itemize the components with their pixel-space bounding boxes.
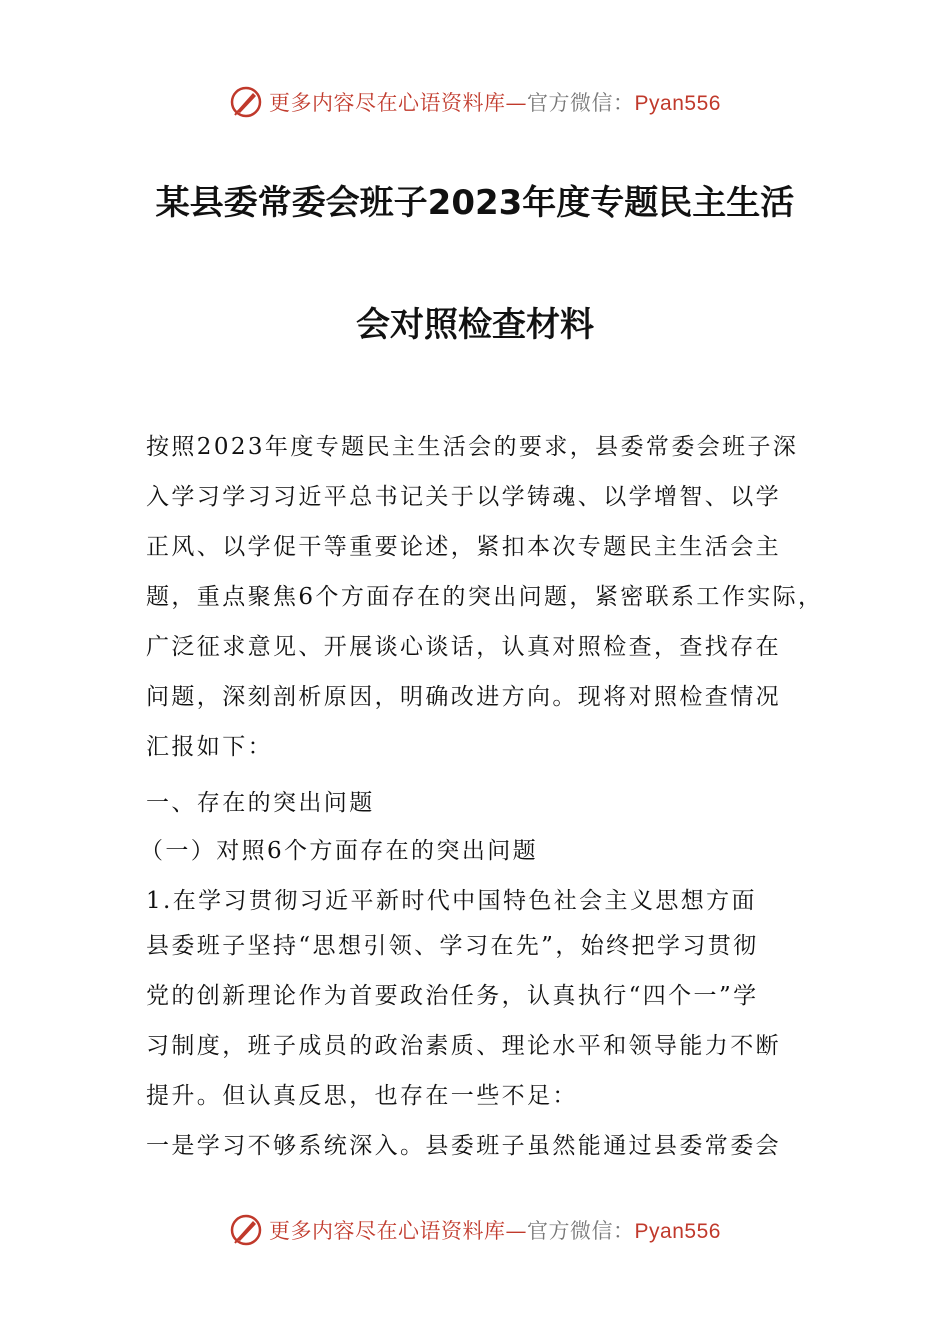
text-line: 广泛征求意见、开展谈心谈话，认真对照检查，查找存在 [146, 634, 781, 660]
text-line: 一是学习不够系统深入。县委班子虽然能通过县委常委会 [146, 1133, 781, 1159]
quill-logo-icon [229, 85, 263, 119]
text-line: 习制度，班子成员的政治素质、理论水平和领导能力不断 [146, 1033, 781, 1059]
document-title-line1: 某县委常委会班子2023年度专题民主生活 [155, 183, 795, 223]
text-line: 按照2023年度专题民主生活会的要求，县委常委会班子深 [146, 434, 799, 460]
section-heading: 一、存在的突出问题 [146, 790, 375, 816]
text-line: 县委班子坚持“思想引领、学习在先”，始终把学习贯彻 [146, 933, 759, 959]
watermark-banner-top [0, 82, 950, 122]
text-line: 汇报如下： [146, 734, 273, 760]
quill-logo-icon [229, 1213, 263, 1247]
text-line: 入学习学习习近平总书记关于以学铸魂、以学增智、以学 [146, 484, 781, 510]
watermark-text: 更多内容尽在心语资料库—官方微信：Pyan556 [269, 91, 721, 115]
text-line: 问题，深刻剖析原因，明确改进方向。现将对照检查情况 [146, 684, 781, 710]
text-line: 题，重点聚焦6个方面存在的突出问题，紧密联系工作实际， [146, 584, 824, 610]
document-title-line2: 会对照检查材料 [356, 305, 594, 345]
watermark-text: 更多内容尽在心语资料库—官方微信：Pyan556 [269, 1219, 721, 1243]
body-paragraph [146, 921, 810, 1171]
text-line: 提升。但认真反思，也存在一些不足： [146, 1083, 578, 1109]
item-heading: 1.在学习贯彻习近平新时代中国特色社会主义思想方面 [146, 888, 757, 914]
subsection-heading: （一）对照6个方面存在的突出问题 [140, 838, 539, 864]
text-line: 党的创新理论作为首要政治任务，认真执行“四个一”学 [146, 983, 759, 1009]
text-line: 正风、以学促干等重要论述，紧扣本次专题民主生活会主 [146, 534, 781, 560]
watermark-banner-bottom [0, 1210, 950, 1250]
intro-paragraph [146, 422, 824, 772]
